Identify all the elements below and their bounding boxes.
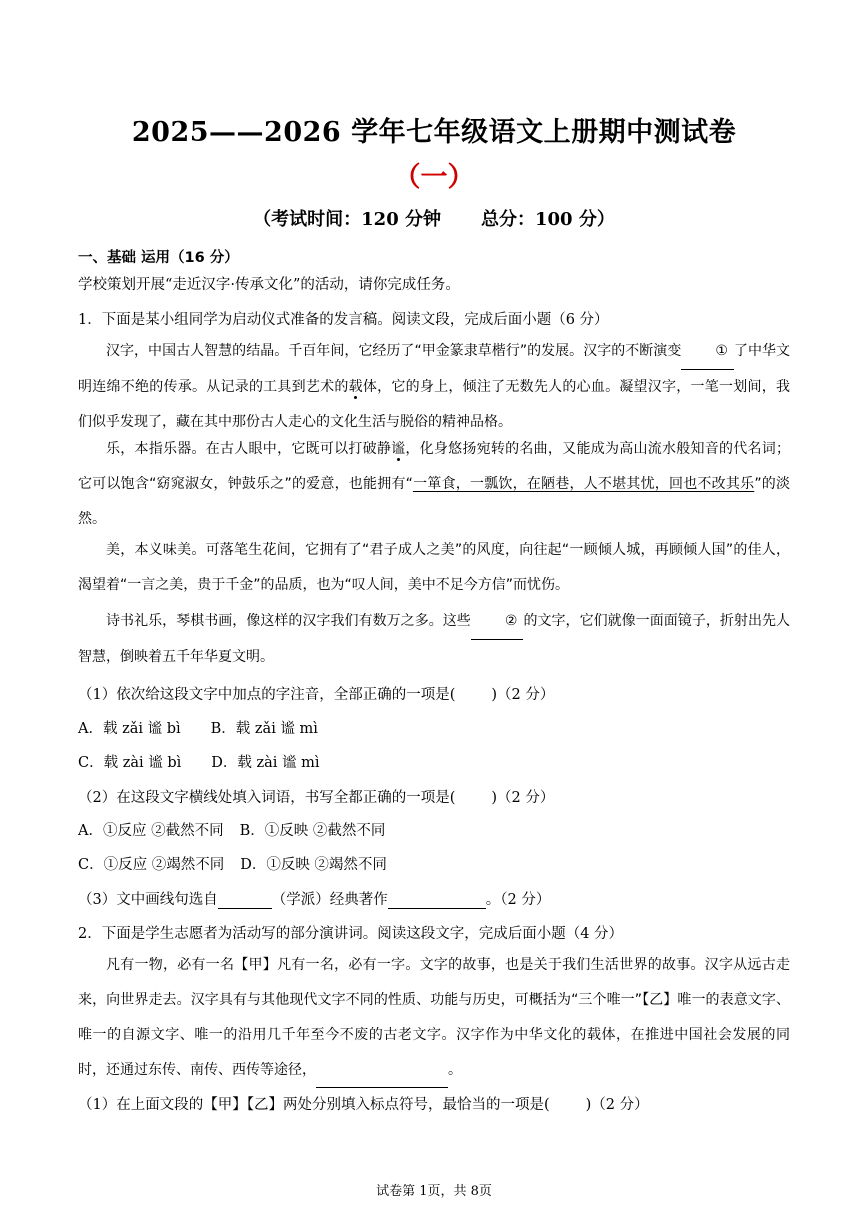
- q1-sub2-options-ab: [78, 819, 385, 840]
- answer-blank-book[interactable]: [388, 894, 486, 909]
- question-2-stem: 2．下面是学生志愿者为活动写的部分演讲词。阅读这段文字，完成后面小题（4 分）: [78, 926, 624, 942]
- q1-sub2: （2）在这段文字横线处填入词语，书写全都正确的一项是( )（2 分）: [78, 790, 555, 806]
- option-d: D．①反映 ②竭然不同: [240, 857, 387, 873]
- q1-sub3: （3）文中画线句选自 （学派）经典著作 。（2 分）: [78, 892, 551, 908]
- q1-sub1-options-cd: [78, 751, 320, 772]
- q1-passage-paragraph-3: 美，本义味美。可落笔生花间，它拥有了“君子成人之美”的风度，向往起“一顾倾人城，再顾倾人国”的佳人，渴望着“一言之美，贵于千金”的品质，也为“叹人间，美中不足今方信”而忧伤。: [78, 542, 790, 593]
- q2-passage: 凡有一物，必有一名【甲】凡有一名，必有一字。文字的故事，也是关于我们生活世界的故事。汉字从远古走来，向世界走去。汉字具有与其他现代文字不同的性质、功能与历史，可概括为“三个唯一”【乙】唯一的表意文字、唯一的自源文字、唯一的沿用几千年至今不废的古老文字。汉字作为中华文化的载体，在推进中国社会发展的同时，还通过东传、南传、西传等途径， 。: [78, 948, 790, 1088]
- exam-total-score: 总分：100 分）: [481, 209, 615, 230]
- q1-passage-paragraph-4: 诗书礼乐，琴棋书画，像这样的汉字我们有数万之多。这些 ② 的文字，它们就像一面面镜子，折射出先人智慧，倒映着五千年华夏文明。: [78, 604, 790, 675]
- q2-sub1: （1）在上面文段的【甲】【乙】两处分别填入标点符号，最恰当的一项是( )（2 分）: [78, 1097, 649, 1113]
- blank-2: ②: [471, 604, 524, 640]
- exam-info: [0, 205, 868, 231]
- page-title: 2025——2026 学年七年级语文上册期中测试卷: [131, 117, 737, 148]
- option-c: C．载 zài 谧 bì: [78, 755, 182, 771]
- dotted-char-mi: 谧: [391, 441, 406, 457]
- q1-sub1: （1）依次给这段文字中加点的字注音，全部正确的一项是( )（2 分）: [78, 687, 555, 703]
- option-a: A．载 zǎi 谧 bì: [78, 721, 181, 737]
- underlined-quote: 一箪食，一瓢饮，在陋巷，人不堪其忧，回也不改其乐: [412, 476, 755, 492]
- paper-number: （一）: [393, 162, 475, 193]
- option-b: B．①反映 ②截然不同: [239, 823, 386, 839]
- blank-1: ①: [681, 334, 734, 370]
- q1-sub2-options-cd: [78, 853, 387, 874]
- dotted-char-zai: 载: [348, 379, 363, 395]
- q1-passage-paragraph-2: 乐，本指乐器。在古人眼中，它既可以打破静谧，化身悠扬宛转的名曲，又能成为高山流水般知音的代名词；它可以饱含“窈窕淑女，钟鼓乐之”的爱意，也能拥有“一箪食，一瓢饮，在陋巷，人不堪其忧，回也不改其乐”的淡然。: [78, 441, 791, 527]
- option-b: B．载 zǎi 谧 mì: [210, 721, 318, 737]
- q1-sub1-options-ab: [78, 717, 318, 738]
- section-heading: 一、基础 运用（16 分）: [78, 250, 239, 266]
- q1-passage-paragraph-1: 汉字，中国古人智慧的结晶。千百年间，它经历了“甲金篆隶草楷行”的发展。汉字的不断演变 ① 了中华文明连绵不绝的传承。从记录的工具到艺术的载体，它的身上，倾注了无数先人的心血。凝望汉字，一笔一划间，我们似乎发现了，藏在其中那份古人走心的文化生活与脱俗的精神品格。: [78, 334, 790, 440]
- option-a: A．①反应 ②截然不同: [78, 823, 224, 839]
- option-c: C．①反应 ②竭然不同: [78, 857, 225, 873]
- answer-blank-passage[interactable]: [316, 1073, 448, 1088]
- activity-intro: 学校策划开展“走近汉字·传承文化”的活动，请你完成任务。: [78, 277, 460, 293]
- question-1-stem: 1．下面是某小组同学为启动仪式准备的发言稿。阅读文段，完成后面小题（6 分）: [78, 312, 609, 328]
- exam-time: （考试时间：120 分钟: [253, 209, 441, 230]
- page-footer: 试卷第 1页，共 8页: [376, 1184, 492, 1199]
- option-d: D．载 zài 谧 mì: [211, 755, 320, 771]
- answer-blank-school[interactable]: [218, 894, 272, 909]
